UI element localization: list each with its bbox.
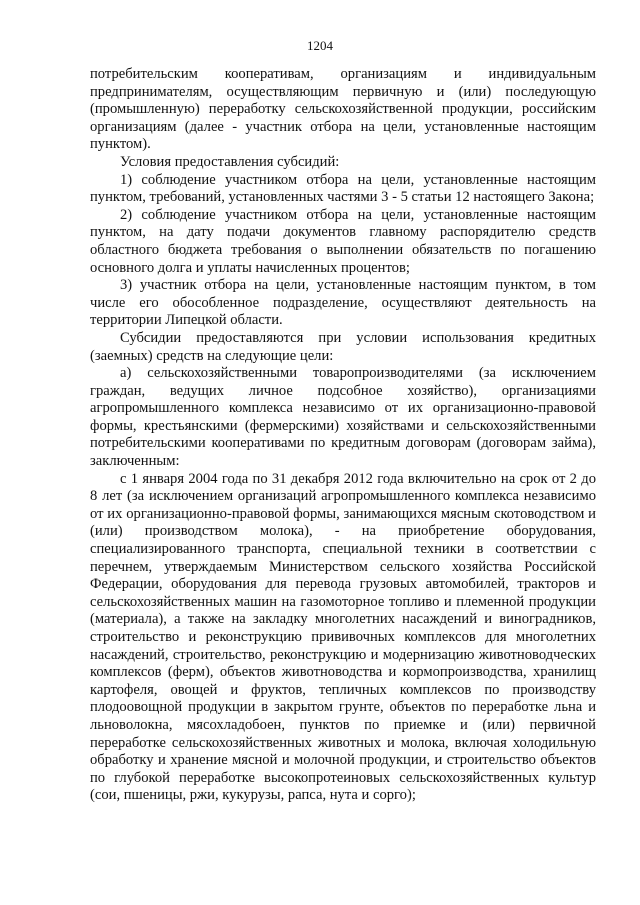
paragraph-condition-3: 3) участник отбора на цели, установленные настоящим пунктом, в том числе его обособленное подразделение, осуществляют деятельность на территории Липецкой области.: [90, 277, 596, 329]
paragraph-purpose-a: а) сельскохозяйственными товаропроизводителями (за исключением граждан, ведущих личное подсобное хозяйство), организациями агропромышленного комплекса независимо от их организационно-правовой формы, крестьянскими (фермерскими) хозяйствами и сельскохозяйственными потребительскими кооперативами по кредитным договорам (договорам займа), заключенным:: [90, 365, 596, 470]
paragraph-intro-continuation: потребительским кооперативам, организациям и индивидуальным предпринимателям, осуществляющим первичную и (или) последующую (промышленную) переработку сельскохозяйственной продукции, российским организациям (далее - участник отбора на цели, установленные настоящим пунктом).: [90, 66, 596, 153]
document-body: [90, 66, 596, 805]
paragraph-credit-purposes-heading: Субсидии предоставляются при условии использования кредитных (заемных) средств на следующие цели:: [90, 329, 596, 364]
paragraph-subsidy-conditions-heading: Условия предоставления субсидий:: [120, 153, 340, 170]
paragraph-purpose-a-period: с 1 января 2004 года по 31 декабря 2012 года включительно на срок от 2 до 8 лет (за исключением организаций агропромышленного комплекса независимо от их организационно-правовой формы, занимающихся мясным скотоводством и (или) производством молока), - на приобретение оборудования, специализированного транспорта, специальной техники в соответствии с перечнем, утверждаемым Министерством сельского хозяйства Российской Федерации, оборудования для перевода грузовых автомобилей, тракторов и сельскохозяйственных машин на газомоторное топливо и племенной продукции (материала), а также на закладку многолетних насаждений и виноградников, строительство и реконструкцию прививочных комплексов для многолетних насаждений, строительство, реконструкцию и модернизацию животноводческих комплексов (ферм), объектов животноводства и кормопроизводства, хранилищ картофеля, овощей и фруктов, тепличных комплексов по производству плодоовощной продукции в закрытом грунте, объектов по переработке льна и льноволокна, мясохладобоен, пунктов по приемке и (или) первичной переработке сельскохозяйственных животных и молока, включая холодильную обработку и хранение мясной и молочной продукции, и строительство объектов по глубокой переработке высокопротеиновых сельскохозяйственных культур (сои, пшеницы, ржи, кукурузы, рапса, нута и сорго);: [90, 470, 596, 804]
paragraph-condition-1: 1) соблюдение участником отбора на цели, установленные настоящим пунктом, требований, установленных частями 3 - 5 статьи 12 настоящего Закона;: [90, 171, 596, 206]
paragraph-condition-2: 2) соблюдение участником отбора на цели, установленные настоящим пунктом, на дату подачи документов главному распорядителю средств областного бюджета требования о выполнении обязательств по погашению основного долга и уплаты начисленных процентов;: [90, 206, 596, 276]
page-number: 1204: [307, 38, 333, 53]
